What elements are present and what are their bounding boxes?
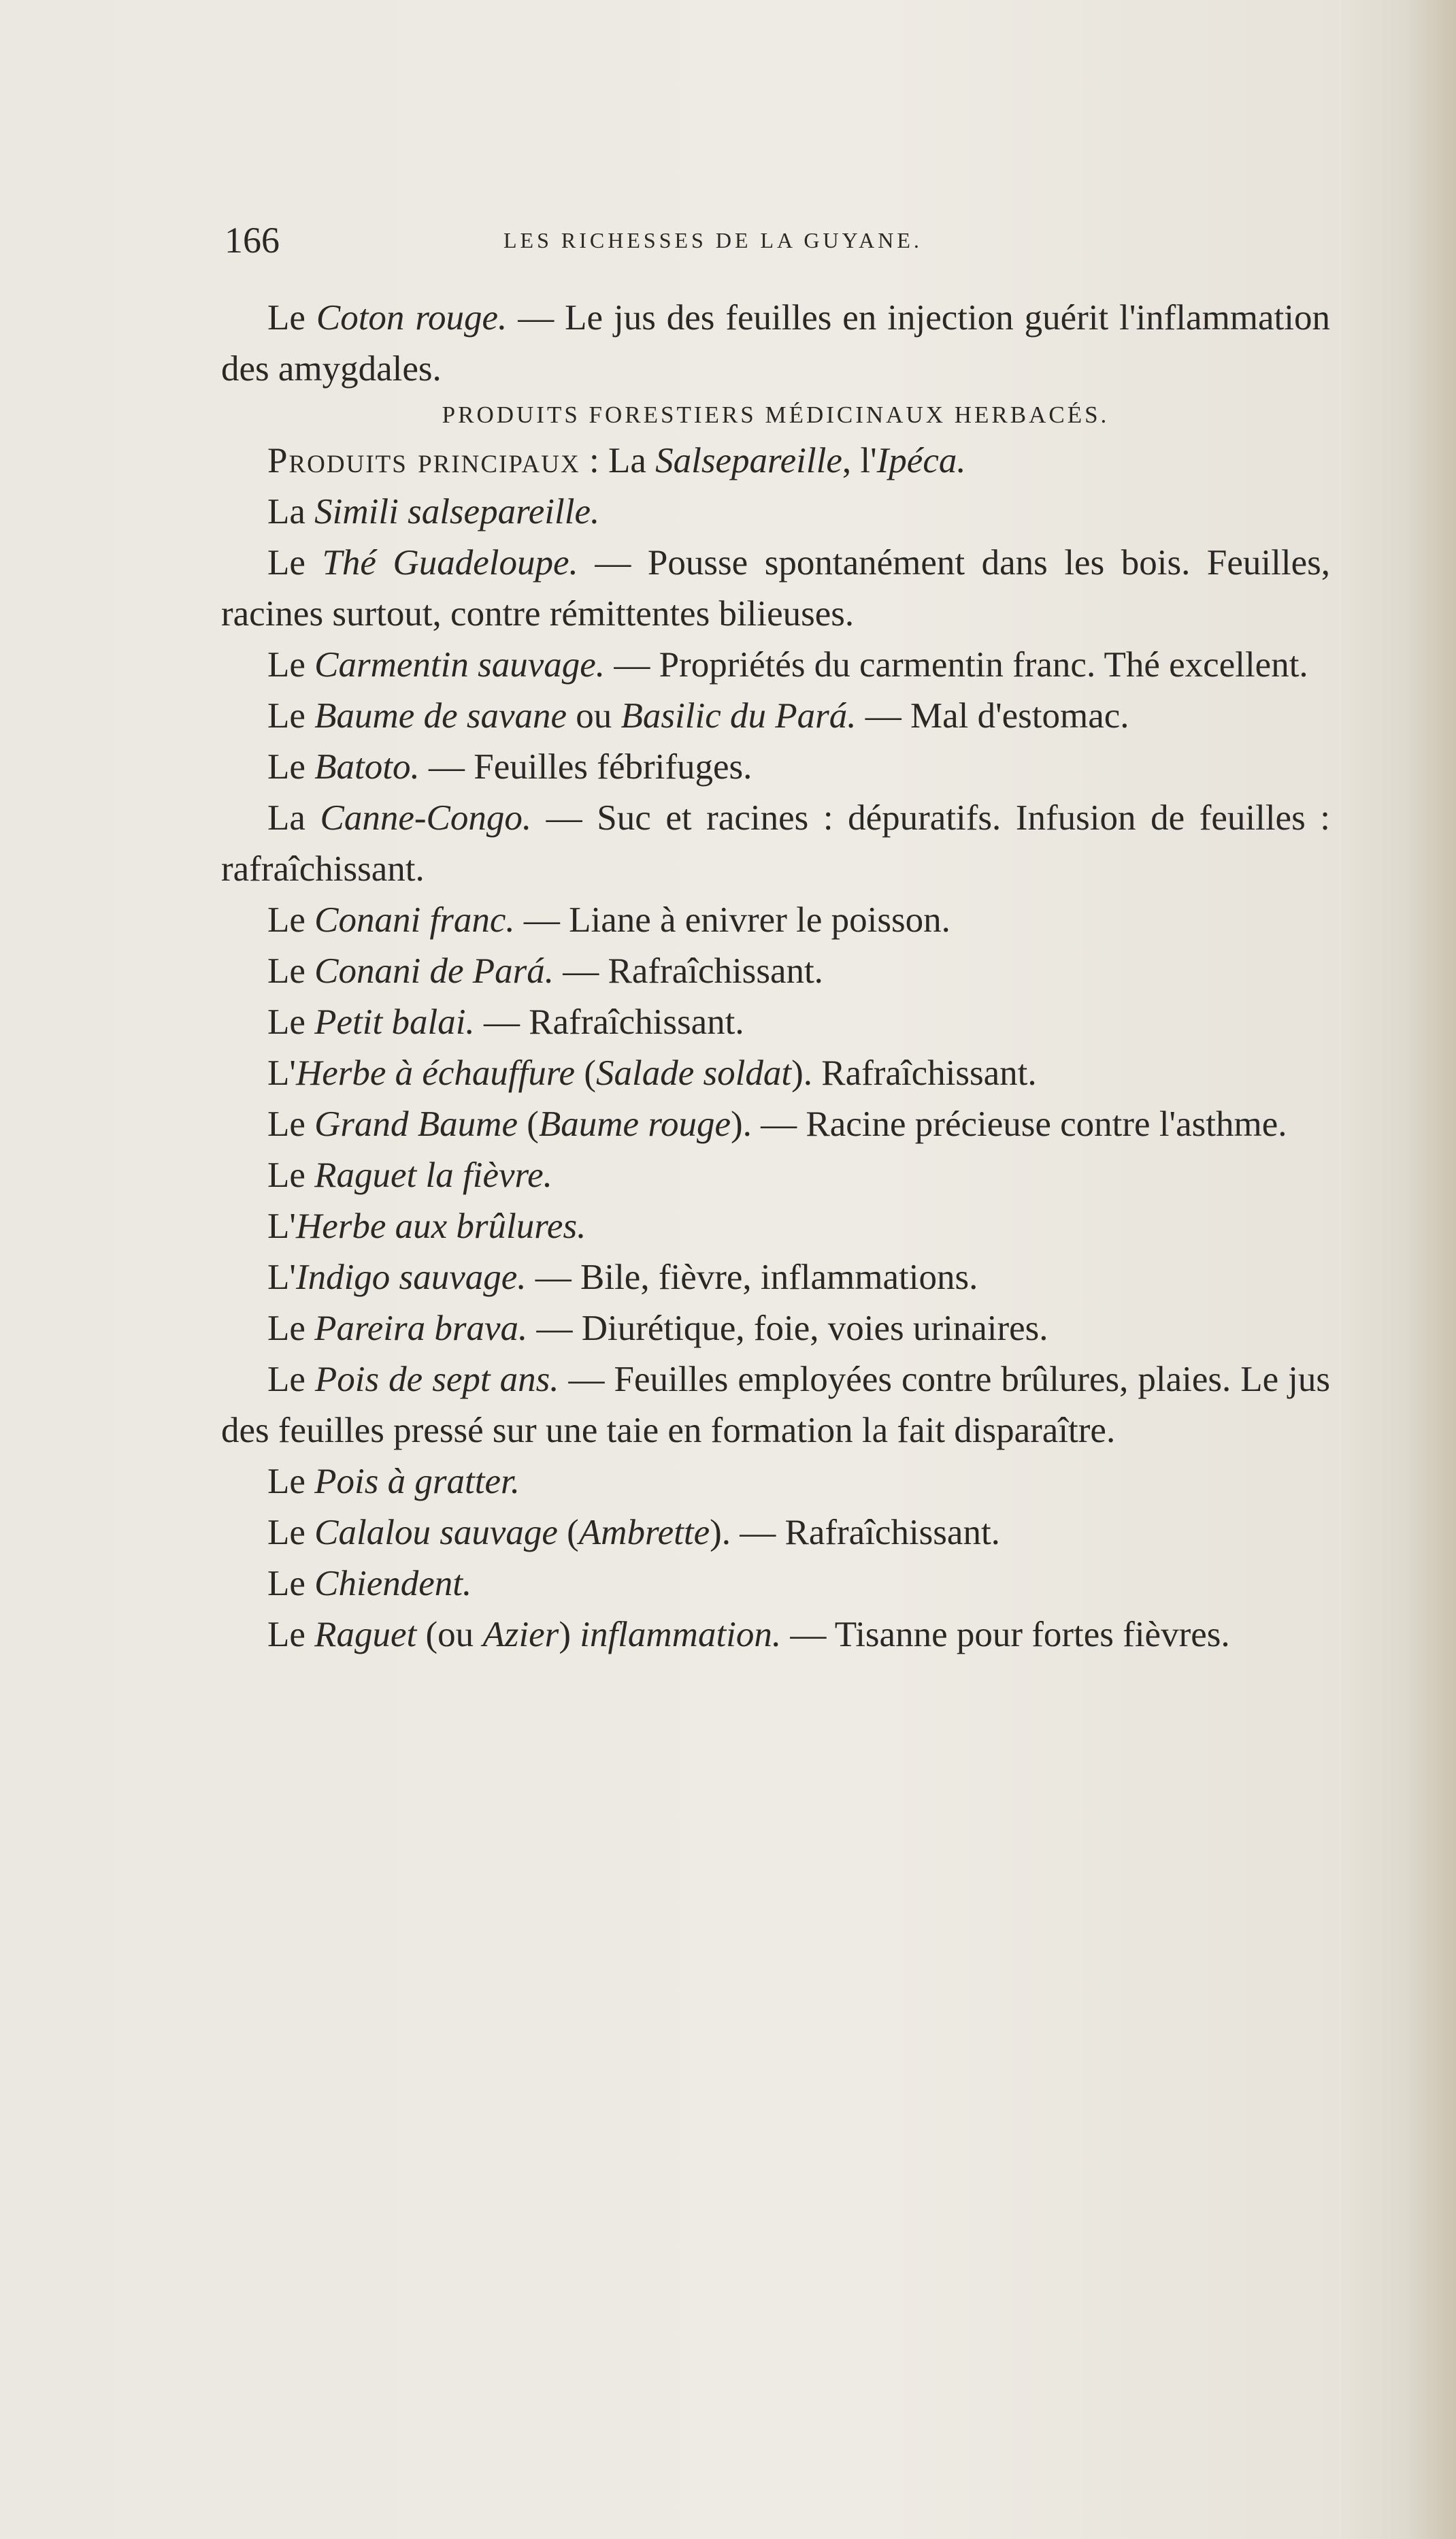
page-number: 166 <box>225 220 280 261</box>
entry-calalou: Le Calalou sauvage (Ambrette). — Rafraîchissant. <box>267 1513 1000 1552</box>
page-edge-shadow <box>1408 0 1456 2539</box>
page-body <box>221 293 1330 1660</box>
section-title: PRODUITS FORESTIERS MÉDICINAUX HERBACÉS. <box>442 402 1110 428</box>
running-head: LES RICHESSES DE LA GUYANE. <box>503 228 923 252</box>
entry-raguet-fievre: Le Raguet la fièvre. <box>267 1156 552 1195</box>
entry-chiendent: Le Chiendent. <box>267 1564 472 1603</box>
entry-indigo: L'Indigo sauvage. — Bile, fièvre, inflammations. <box>267 1258 978 1297</box>
entry-the-guadeloupe: Le Thé Guadeloupe. — Pousse spontanément dans les bois. Feuilles, racines surtout, contre rémittentes bilieuses. <box>221 543 1330 634</box>
entry-simili: La Simili salsepareille. <box>267 492 600 531</box>
entry-pareira: Le Pareira brava. — Diurétique, foie, voies urinaires. <box>267 1309 1048 1348</box>
page-header <box>225 216 1041 264</box>
entry-coton-rouge: Le Coton rouge. — Le jus des feuilles en injection guérit l'inflammation des amygdales. <box>221 298 1330 389</box>
entry-pois-gratter: Le Pois à gratter. <box>267 1462 520 1501</box>
entry-canne-congo: La Canne-Congo. — Suc et racines : dépuratifs. Infusion de feuilles : rafraîchissant. <box>221 798 1330 889</box>
entry-grand-baume: Le Grand Baume (Baume rouge). — Racine précieuse contre l'asthme. <box>267 1104 1287 1144</box>
entry-raguet-azier: Le Raguet (ou Azier) inflammation. — Tisanne pour fortes fièvres. <box>267 1615 1230 1654</box>
entry-herbe-brulures: L'Herbe aux brûlures. <box>267 1207 586 1246</box>
entry-herbe-echauffure: L'Herbe à échauffure (Salade soldat). Rafraîchissant. <box>267 1053 1037 1093</box>
entry-conani-para: Le Conani de Pará. — Rafraîchissant. <box>267 951 823 991</box>
entry-produits-principaux: Produits principaux : La Salsepareille, l'Ipéca. <box>267 441 966 480</box>
entry-conani-franc: Le Conani franc. — Liane à enivrer le poisson. <box>267 900 950 940</box>
entry-carmentin: Le Carmentin sauvage. — Propriétés du carmentin franc. Thé excellent. <box>267 645 1308 685</box>
entry-pois-sept-ans: Le Pois de sept ans. — Feuilles employées contre brûlures, plaies. Le jus des feuilles pressé sur une taie en formation la fait disparaître. <box>221 1360 1331 1450</box>
entry-baume-savane: Le Baume de savane ou Basilic du Pará. — Mal d'estomac. <box>267 696 1129 736</box>
entry-batoto: Le Batoto. — Feuilles fébrifuges. <box>267 747 752 787</box>
entry-petit-balai: Le Petit balai. — Rafraîchissant. <box>267 1002 744 1042</box>
